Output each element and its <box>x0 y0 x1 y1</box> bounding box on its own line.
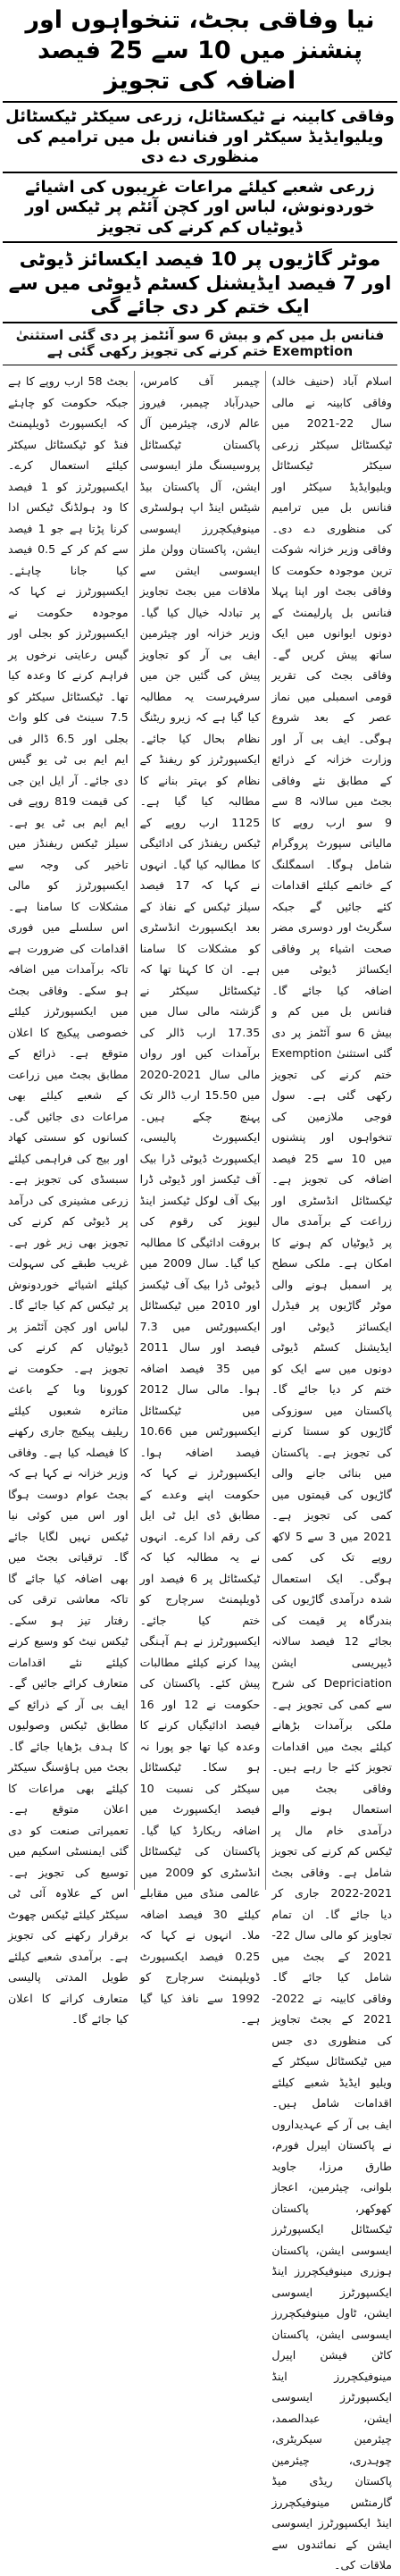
column-2-text: چیمبر آف کامرس، حیدرآباد چیمبر، فیروز عالم لاری، چیئرمین آل پاکستان ٹیکسٹائل پروسیسنگ ملز ایسوسی ایشن، آل پاکستان بیڈ شیٹس اینڈ اپ ہولسٹری مینوفیکچررز ایسوسی ایشن، پاکستان وولن ملز ایسوسی ایشن سے ملاقات میں بجٹ تجاویز پر تبادلہ خیال کیا گیا۔ وزیر خزانہ اور چیئرمین ایف بی آر کو تجاویز پیش کی گئیں جن میں سرفہرست یہ مطالبہ کیا گیا ہے کہ زیرو ریٹنگ نظام بحال کیا جائے۔ ایکسپورٹرز کو ریفنڈ کے نظام کو بہتر بنانے کا مطالبہ کیا گیا ہے۔ 1125 ارب روپے کے ٹیکس ریفنڈز کی ادائیگی کا مطالبہ کیا گیا۔ انہوں نے کہا کہ 17 فیصد سیلز ٹیکس کے نفاذ کے بعد ایکسپورٹ انڈسٹری کو مشکلات کا سامنا ہے۔ ان کا کہنا تھا کہ ٹیکسٹائل سیکٹر نے گزشتہ مالی سال میں 17.35 ارب ڈالر کی برآمدات کیں اور رواں مالی سال 2021-2020 میں 15.50 ارب ڈالر تک پہنچ چکے ہیں۔ ایکسپورٹ پالیسی، ایکسپورٹ ڈیوٹی ڈرا بیک آف ٹیکسز اور ڈیوٹی ڈرا بیک آف لوکل ٹیکسز اینڈ لیویز کی رقوم کی بروقت ادائیگی کا مطالبہ کیا گیا۔ سال 2009 میں ڈیوٹی ڈرا بیک آف ٹیکسز اور 2010 میں ٹیکسٹائل ایکسپورٹس میں 7.3 فیصد اور سال 2011 میں 35 فیصد اضافہ ہوا۔ مالی سال 2012 میں ٹیکسٹائل ایکسپورٹس میں 10.66 فیصد اضافہ ہوا۔ ایکسپورٹرز نے کہا کہ حکومت اپنے وعدے کے مطابق ڈی ایل ٹی ایل کی رقم ادا کرے۔ انہوں نے یہ مطالبہ کیا کہ ٹیکسٹائل پر 6 فیصد اور ڈویلپمنٹ سرچارج کو ختم کیا جائے۔ ایکسپورٹرز نے ہم آہنگی پیدا کرنے کیلئے مطالبات پیش کئے۔ پاکستان کی حکومت نے 12 اور 16 فیصد ادائیگیاں کرنے کا وعدہ کیا تھا جو پورا نہ ہو سکا۔ ٹیکسٹائل سیکٹر کی نسبت 10 فیصد ایکسپورٹ میں اضافہ ریکارڈ کیا گیا۔ پاکستان کی ٹیکسٹائل انڈسٹری کو 2009 میں عالمی منڈی میں مقابلے کیلئے 30 فیصد اضافہ ملا۔ انہوں نے کہا کہ 0.25 فیصد ایکسپورٹ ڈویلپمنٹ سرچارج کو 1992 سے نافذ کیا گیا ہے۔ <box>139 374 261 2026</box>
deck-3: موٹر گاڑیوں پر 10 فیصد ایکسائز ڈیوٹی اور 7 فیصد ایڈیشنل کسٹم ڈیوٹی میں سے ایک ختم کر دی جائے گی <box>3 241 397 322</box>
deck-2: زرعی شعبے کیلئے مراعات غریبوں کی اشیائے خوردونوش، لباس اور کچن آئٹم پر ٹیکس اور ڈیوٹیاں کم کرنے کی تجویز <box>3 172 397 242</box>
article-column-2 <box>135 371 267 2026</box>
article-column-1 <box>266 371 397 2572</box>
lead-strap: فنانس بل میں کم و بیش 6 سو آئٹمز پر دی گئی استثنیٰ Exemption ختم کرنے کی تجویز رکھی گئی ہے <box>3 322 397 365</box>
article-columns <box>3 371 397 2572</box>
article-column-3 <box>3 371 135 2026</box>
column-3-text: بجٹ 58 ارب روپے کا ہے جبکہ حکومت کو چاہئے کہ ایکسپورٹ ڈویلپمنٹ فنڈ کو ٹیکسٹائل سیکٹر کیلئے استعمال کرے۔ ایکسپورٹرز کو 1 فیصد کا ود ہولڈنگ ٹیکس ادا کرنا پڑتا ہے جو 1 فیصد سے کم کر کے 0.5 فیصد کیا جانا چاہئے۔ ایکسپورٹرز نے کہا کہ موجودہ حکومت نے ایکسپورٹرز کو بجلی اور گیس رعایتی نرخوں پر فراہم کرنے کا وعدہ کیا تھا۔ ٹیکسٹائل سیکٹر کو 7.5 سینٹ فی کلو واٹ بجلی اور 6.5 ڈالر فی ایم ایم بی ٹی یو گیس دی جائے۔ آر ایل این جی کی قیمت 819 روپے فی ایم ایم بی ٹی یو ہے۔ سیلز ٹیکس ریفنڈز میں تاخیر کی وجہ سے ایکسپورٹرز کو مالی مشکلات کا سامنا ہے۔ اس سلسلے میں فوری اقدامات کی ضرورت ہے تاکہ برآمدات میں اضافہ ہو سکے۔ وفاقی بجٹ میں ایکسپورٹرز کیلئے خصوصی پیکیج کا اعلان متوقع ہے۔ ذرائع کے مطابق بجٹ میں زراعت کے شعبے کیلئے بھی مراعات دی جائیں گی۔ کسانوں کو سستی کھاد اور بیج کی فراہمی کیلئے سبسڈی کی تجویز ہے۔ زرعی مشینری کی درآمد پر ڈیوٹی کم کرنے کی تجویز بھی زیر غور ہے۔ غریب طبقے کی سہولت کیلئے اشیائے خوردونوش پر ٹیکس کم کیا جائے گا۔ لباس اور کچن آئٹمز پر ڈیوٹیاں کم کرنے کی تجویز ہے۔ حکومت نے کورونا وبا کے باعث متاثرہ شعبوں کیلئے ریلیف پیکیج جاری رکھنے کا فیصلہ کیا ہے۔ وفاقی وزیر خزانہ نے کہا ہے کہ بجٹ عوام دوست ہوگا اور اس میں کوئی نیا ٹیکس نہیں لگایا جائے گا۔ ترقیاتی بجٹ میں بھی اضافہ کیا جائے گا تاکہ معاشی ترقی کی رفتار تیز ہو سکے۔ ٹیکس نیٹ کو وسیع کرنے کیلئے نئے اقدامات متعارف کرائے جائیں گے۔ ایف بی آر کے ذرائع کے مطابق ٹیکس وصولیوں کا ہدف بڑھایا جائے گا۔ بجٹ میں ہاؤسنگ سیکٹر کیلئے بھی مراعات کا اعلان متوقع ہے۔ تعمیراتی صنعت کو دی گئی ایمنسٹی اسکیم میں توسیع کی تجویز ہے۔ اس کے علاوہ آئی ٹی سیکٹر کیلئے ٹیکس چھوٹ برقرار رکھنے کی تجویز ہے۔ برآمدی شعبے کیلئے طویل المدتی پالیسی متعارف کرانے کا اعلان کیا جائے گا۔ <box>7 374 129 2026</box>
main-headline: نیا وفاقی بجٹ، تنخواہوں اور پنشنز میں 10 سے 25 فیصد اضافہ کی تجویز <box>25 6 375 95</box>
column-1-text: اسلام آباد (حنیف خالد) وفاقی کابینہ نے مالی سال 22-2021 میں ٹیکسٹائل سیکٹر زرعی سیکٹر ٹیکسٹائل ویلیوایڈیڈ سیکٹر اور فنانس بل میں ترامیم کی منظوری دے دی۔ وفاقی وزیر خزانہ شوکت ترین موجودہ حکومت کا وفاقی بجٹ اور اپنا پہلا فنانس بل پارلیمنٹ کے دونوں ایوانوں میں ایک ساتھ پیش کریں گے۔ وفاقی بجٹ کی تقریر قومی اسمبلی میں نماز عصر کے بعد شروع ہوگی۔ ایف بی آر اور وزارت خزانہ کے ذرائع کے مطابق نئے وفاقی بجٹ میں سالانہ 8 سے 9 سو ارب روپے کا مالیاتی سپورٹ پروگرام شامل ہوگا۔ اسمگلنگ کے خاتمے کیلئے اقدامات کئے جائیں گے جبکہ سگریٹ اور دوسری مضر صحت اشیاء پر وفاقی ایکسائز ڈیوٹی میں اضافہ کیا جائے گا۔ فنانس بل میں کم و بیش 6 سو آئٹمز پر دی گئی استثنیٰ Exemption ختم کرنے کی تجویز رکھی گئی ہے۔ سول فوجی ملازمین کی تنخواہوں اور پنشنوں میں 10 سے 25 فیصد اضافہ کی تجویز ہے۔ ٹیکسٹائل انڈسٹری اور زراعت کے برآمدی مال پر ڈیوٹیاں کم ہونے کا امکان ہے۔ ملکی سطح پر اسمبل ہونے والی موٹر گاڑیوں پر فیڈرل ایکسائز ڈیوٹی اور ایڈیشنل کسٹم ڈیوٹی دونوں میں سے ایک کو ختم کر دیا جائے گا۔ پاکستان میں سوزوکی گاڑیوں کو سستا کرنے کی تجویز ہے۔ پاکستان میں بنائی جانے والی گاڑیوں کی قیمتوں میں کمی کی تجویز ہے۔ 2021 میں 3 سے 5 لاکھ روپے تک کی کمی ہوگی۔ ایک استعمال شدہ درآمدی گاڑیوں کی بندرگاہ پر قیمت کی بجائے 12 فیصد سالانہ ڈیپریسی ایشن Depriciation کی شرح سے کمی کی تجویز ہے۔ ملکی برآمدات بڑھانے کیلئے بجٹ میں اقدامات تجویز کئے جا رہے ہیں۔ وفاقی بجٹ میں استعمال ہونے والے درآمدی خام مال پر ٹیکس کم کرنے کی تجویز شامل ہے۔ وفاقی بجٹ 2021-2022 جاری کر دیا جائے گا۔ ان تمام تجاویز کو مالی سال 22-2021 کے بجٹ میں شامل کیا جائے گا۔ وفاقی کابینہ نے 2022-2021 کے بجٹ تجاویز کی منظوری دی جس میں ٹیکسٹائل سیکٹر کے ویلیو ایڈیڈ شعبے کیلئے اقدامات شامل ہیں۔ ایف بی آر کے عہدیداروں نے پاکستان اپیرل فورم، طارق مرزا، جاوید بلوانی، چیئرمین، اعجاز کھوکھر، پاکستان ٹیکسٹائل ایکسپورٹرز ایسوسی ایشن، پاکستان ہوزری مینوفیکچررز اینڈ ایکسپورٹرز ایسوسی ایشن، ٹاول مینوفیکچررز ایسوسی ایشن، پاکستان کاٹن فیشن اپیرل مینوفیکچررز اینڈ ایکسپورٹرز ایسوسی ایشن، عبدالصمد، چیئرمین سیکریٹری، چوہدری، چیئرمین پاکستان ریڈی میڈ گارمنٹس مینوفیکچررز اینڈ ایکسپورٹرز ایسوسی ایشن کے نمائندوں سے ملاقات کی۔ <box>271 374 393 2572</box>
deck-1: وفاقی کابینہ نے ٹیکسٹائل، زرعی سیکٹر ٹیکسٹائل ویلیوایڈیڈ سیکٹر اور فنانس بل میں ترامیم کی منظوری دے دی <box>3 101 397 172</box>
